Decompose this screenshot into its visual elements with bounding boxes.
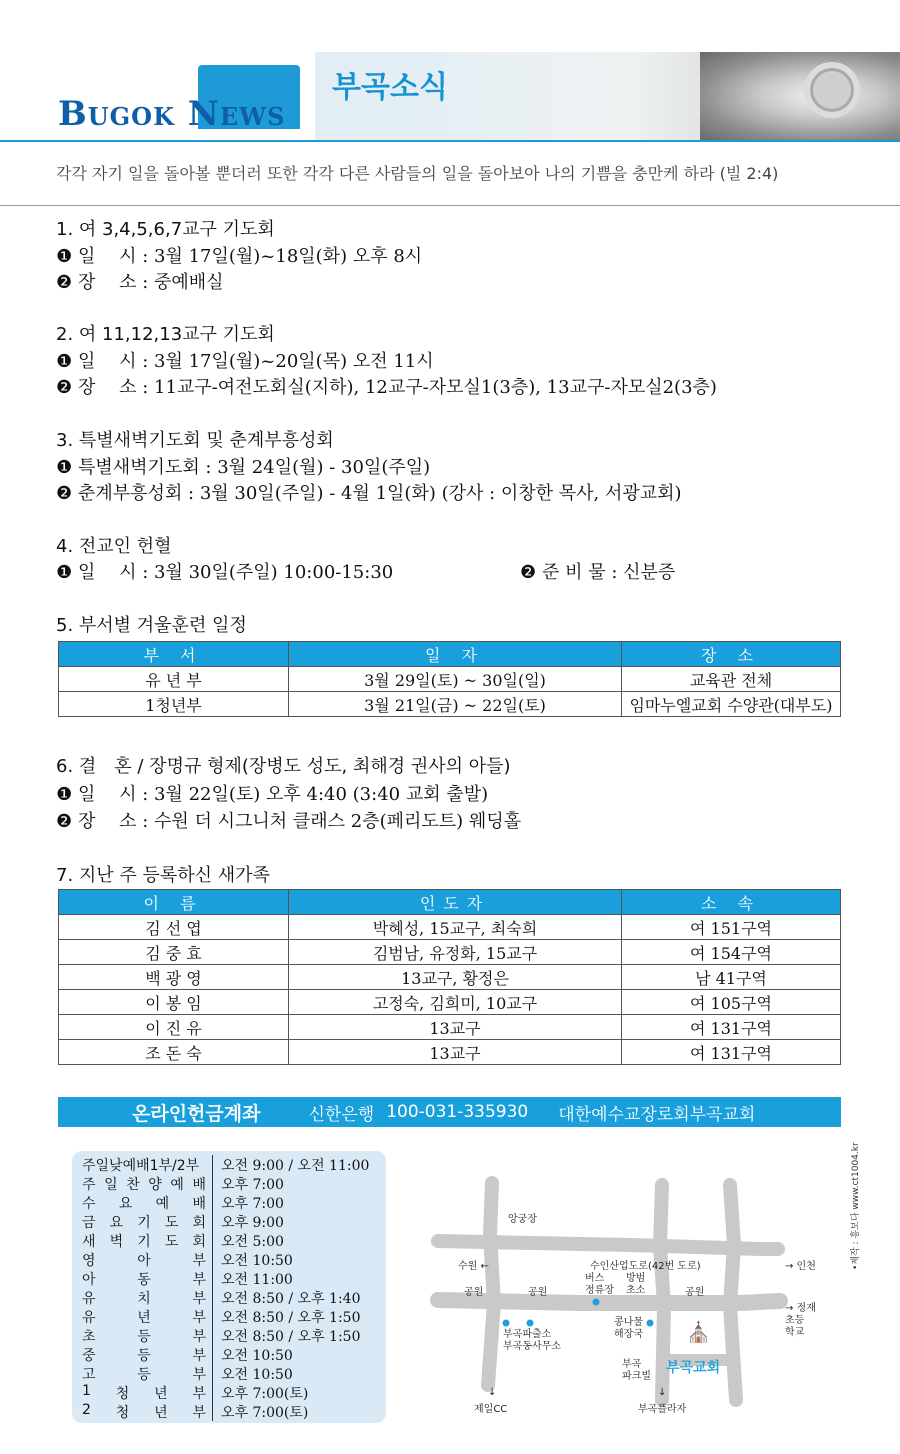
map-label-park: 공원 bbox=[464, 1287, 484, 1298]
schedule-row bbox=[82, 1193, 284, 1212]
schedule-time: 오전 8:50 / 오후 1:40 bbox=[212, 1288, 361, 1307]
table-cell: 고정숙, 김희미, 10교구 bbox=[289, 990, 622, 1015]
schedule-time: 오전 8:50 / 오후 1:50 bbox=[212, 1326, 361, 1345]
table-cell: 여 131구역 bbox=[622, 1040, 841, 1065]
table-row bbox=[59, 940, 841, 965]
logo-text: Bugok News bbox=[58, 94, 286, 134]
schedule-row bbox=[82, 1345, 293, 1364]
section-7-title: 7. 지난 주 등록하신 새가족 bbox=[56, 865, 270, 886]
table-row bbox=[59, 667, 841, 692]
table-cell: 임마누엘교회 수양관(대부도) bbox=[622, 692, 841, 717]
schedule-name: 고 등 부 bbox=[82, 1367, 206, 1383]
table-cell: 남 41구역 bbox=[622, 965, 841, 990]
table-cell: 여 105구역 bbox=[622, 990, 841, 1015]
map-label-plaza: 부곡플라자 bbox=[638, 1404, 687, 1415]
map-label-jeil-cc: 제일CC bbox=[474, 1404, 508, 1415]
schedule-time: 오전 11:00 bbox=[212, 1269, 293, 1288]
section-3-line-1: ❶ 특별새벽기도회 : 3월 24일(월) - 30일(주일) bbox=[56, 457, 431, 478]
map-label-road: 수인산업도로(42번 도로) bbox=[590, 1261, 701, 1272]
section-1-line-2: ❷ 장 소 : 중예배실 bbox=[56, 272, 224, 293]
table-row bbox=[59, 965, 841, 990]
section-3-line-2: ❷ 춘계부흥성회 : 3월 30일(주일) - 4월 1일(화) (강사 : 이창한 목사, 서광교회) bbox=[56, 483, 682, 504]
account-bank: 신한은행 bbox=[308, 1104, 375, 1125]
worship-schedule bbox=[72, 1151, 386, 1423]
schedule-row bbox=[82, 1364, 293, 1383]
section-2-line-1: ❶ 일 시 : 3월 17일(월)~20일(목) 오전 11시 bbox=[56, 351, 434, 372]
table-cell: 이 봉 임 bbox=[59, 990, 289, 1015]
map-label-park: 공원 bbox=[685, 1287, 705, 1298]
section-4-line-1: ❶ 일 시 : 3월 30일(주일) 10:00-15:30 bbox=[56, 562, 394, 583]
schedule-time: 오전 10:50 bbox=[212, 1250, 293, 1269]
schedule-row bbox=[82, 1212, 284, 1231]
table-cell: 3월 29일(토) ~ 30일(일) bbox=[289, 667, 622, 692]
schedule-row bbox=[82, 1174, 284, 1193]
table-cell: 김 선 엽 bbox=[59, 915, 289, 940]
section-4-line-2: ❷ 준 비 물 : 신분증 bbox=[520, 562, 676, 583]
schedule-name: 영 아 부 bbox=[82, 1253, 206, 1269]
tree-ring-image bbox=[804, 62, 860, 118]
header-rule bbox=[0, 140, 900, 142]
map-label-park: 공원 bbox=[528, 1287, 548, 1298]
arrow-down-icon: ↓ bbox=[658, 1387, 667, 1398]
schedule-name: 1 청 년 부 bbox=[82, 1383, 206, 1402]
schedule-name: 주 일 찬 양 예 배 bbox=[82, 1177, 206, 1193]
schedule-time: 오후 7:00 bbox=[212, 1174, 284, 1193]
table-row bbox=[59, 692, 841, 717]
table-cell: 13교구 bbox=[289, 1015, 622, 1040]
map-label-incheon: → 인천 bbox=[785, 1261, 816, 1272]
schedule-time: 오후 7:00(토) bbox=[212, 1383, 308, 1402]
schedule-time: 오전 8:50 / 오후 1:50 bbox=[212, 1307, 361, 1326]
credit-text: •제작 : 흥보다 www.ct1004.kr bbox=[851, 1142, 861, 1270]
table-header: 소 속 bbox=[622, 890, 841, 915]
map-label-restaurant: 콩나물 해장국 bbox=[614, 1317, 643, 1340]
map-label-anggongjang: 앙궁장 bbox=[508, 1214, 537, 1225]
schedule-name: 주일낮예배1부/2부 bbox=[82, 1158, 200, 1174]
schedule-time: 오전 10:50 bbox=[212, 1345, 293, 1364]
schedule-row bbox=[82, 1231, 284, 1250]
section-1-title: 1. 여 3,4,5,6,7교구 기도회 bbox=[56, 219, 275, 240]
table-cell: 여 151구역 bbox=[622, 915, 841, 940]
schedule-time: 오전 10:50 bbox=[212, 1364, 293, 1383]
schedule-name: 새 벽 기 도 회 bbox=[82, 1234, 206, 1250]
section-4-title: 4. 전교인 헌혈 bbox=[56, 536, 172, 557]
section-3-title: 3. 특별새벽기도회 및 춘계부흥성회 bbox=[56, 430, 334, 451]
table-cell: 여 154구역 bbox=[622, 940, 841, 965]
schedule-row bbox=[82, 1155, 369, 1174]
section-title: 부곡소식 bbox=[332, 70, 448, 105]
schedule-row bbox=[82, 1269, 293, 1288]
table-cell: 박혜성, 15교구, 최숙희 bbox=[289, 915, 622, 940]
schedule-name: 유 년 부 bbox=[82, 1310, 206, 1326]
map-label-park-villa: 부곡 파크빌 bbox=[622, 1359, 651, 1382]
arrow-down-icon: ↓ bbox=[488, 1387, 497, 1398]
schedule-time: 오후 7:00 bbox=[212, 1193, 284, 1212]
schedule-name: 수 요 예 배 bbox=[82, 1196, 206, 1212]
schedule-time: 오전 9:00 / 오전 11:00 bbox=[212, 1155, 369, 1174]
table-cell: 김범남, 유정화, 15교구 bbox=[289, 940, 622, 965]
table-cell: 13교구, 황정은 bbox=[289, 965, 622, 990]
map-label-substation: 부곡파출소 부곡동사무소 bbox=[503, 1329, 561, 1352]
schedule-time: 오전 5:00 bbox=[212, 1231, 284, 1250]
table-cell: 1청년부 bbox=[59, 692, 289, 717]
schedule-name: 중 등 부 bbox=[82, 1348, 206, 1364]
map-label-police-box: 방범 초소 bbox=[626, 1273, 646, 1296]
table-header: 인도자 bbox=[289, 890, 622, 915]
table-cell: 이 진 유 bbox=[59, 1015, 289, 1040]
schedule-name: 아 동 부 bbox=[82, 1272, 206, 1288]
section-6-line-1: ❶ 일 시 : 3월 22일(토) 오후 4:40 (3:40 교회 출발) bbox=[56, 784, 489, 805]
section-6-line-2: ❷ 장 소 : 수원 더 시그니처 클래스 2층(페리도트) 웨딩홀 bbox=[56, 811, 522, 832]
schedule-row bbox=[82, 1402, 308, 1421]
training-schedule-table bbox=[58, 641, 841, 717]
table-cell: 3월 21일(금) ~ 22일(토) bbox=[289, 692, 622, 717]
table-header: 이 름 bbox=[59, 890, 289, 915]
schedule-row bbox=[82, 1383, 308, 1402]
divider bbox=[0, 205, 900, 206]
table-cell: 조 돈 숙 bbox=[59, 1040, 289, 1065]
section-1-line-1: ❶ 일 시 : 3월 17일(월)~18일(화) 오후 8시 bbox=[56, 246, 423, 267]
schedule-name: 초 등 부 bbox=[82, 1329, 206, 1345]
schedule-name: 금 요 기 도 회 bbox=[82, 1215, 206, 1231]
schedule-row bbox=[82, 1326, 361, 1345]
schedule-name: 유 치 부 bbox=[82, 1291, 206, 1307]
table-header: 부 서 bbox=[59, 642, 289, 667]
map-label-suwon: 수원 ← bbox=[458, 1261, 489, 1272]
section-2-title: 2. 여 11,12,13교구 기도회 bbox=[56, 324, 275, 345]
table-row bbox=[59, 1015, 841, 1040]
table-cell: 김 중 효 bbox=[59, 940, 289, 965]
table-cell: 교육관 전체 bbox=[622, 667, 841, 692]
table-row bbox=[59, 990, 841, 1015]
table-cell: 13교구 bbox=[289, 1040, 622, 1065]
account-label: 온라인헌금계좌 bbox=[132, 1102, 261, 1125]
section-5-title: 5. 부서별 겨울훈련 일정 bbox=[56, 615, 247, 636]
church-icon: ⛪ bbox=[686, 1320, 711, 1344]
new-family-table bbox=[58, 889, 841, 1065]
table-cell: 여 131구역 bbox=[622, 1015, 841, 1040]
schedule-time: 오후 7:00(토) bbox=[212, 1402, 308, 1421]
table-row bbox=[59, 1040, 841, 1065]
account-holder: 대한예수교장로회부곡교회 bbox=[558, 1104, 756, 1125]
schedule-row bbox=[82, 1307, 361, 1326]
map-label-school: → 정재 초등 학교 bbox=[785, 1303, 816, 1338]
schedule-name: 2 청 년 부 bbox=[82, 1402, 206, 1421]
bible-verse: 각각 자기 일을 돌아볼 뿐더러 또한 각각 다른 사람들의 일을 돌아보아 나의 기쁨을 충만케 하라 (빌 2:4) bbox=[56, 164, 779, 183]
table-header: 장 소 bbox=[622, 642, 841, 667]
table-row bbox=[59, 915, 841, 940]
schedule-time: 오후 9:00 bbox=[212, 1212, 284, 1231]
map-label-bus-stop: 버스 정류장 bbox=[585, 1273, 614, 1296]
section-2-line-2: ❷ 장 소 : 11교구-여전도회실(지하), 12교구-자모실1(3층), 13교구-자모실2(3층) bbox=[56, 377, 717, 398]
header-photo bbox=[700, 52, 900, 140]
account-number: 100-031-335930 bbox=[386, 1102, 529, 1122]
schedule-row bbox=[82, 1250, 293, 1269]
logo-area bbox=[0, 52, 315, 140]
online-offering-account bbox=[58, 1097, 841, 1127]
schedule-row bbox=[82, 1288, 361, 1307]
table-header: 일 자 bbox=[289, 642, 622, 667]
map-label-church: 부곡교회 bbox=[666, 1360, 721, 1376]
section-6-title: 6. 결 혼 / 장명규 형제(장병도 성도, 최해경 권사의 아들) bbox=[56, 756, 511, 777]
header-banner bbox=[0, 52, 900, 140]
table-cell: 백 광 영 bbox=[59, 965, 289, 990]
church-location-map bbox=[430, 1175, 840, 1415]
table-cell: 유 년 부 bbox=[59, 667, 289, 692]
